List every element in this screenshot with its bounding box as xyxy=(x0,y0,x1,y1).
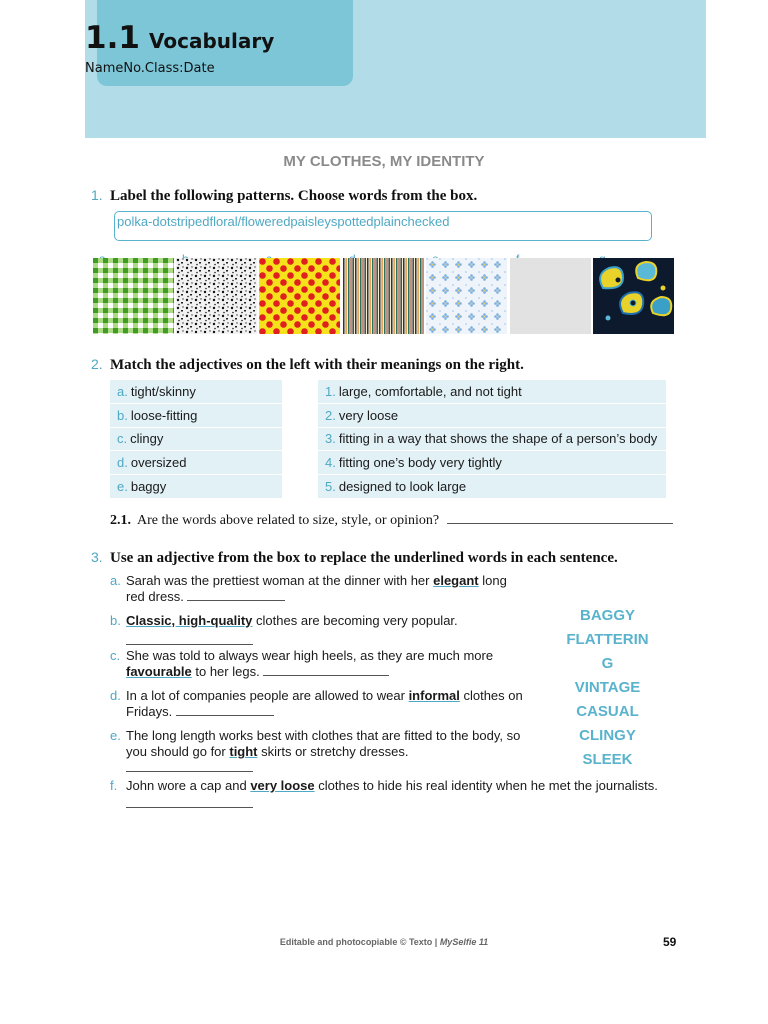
lesson-title: MY CLOTHES, MY IDENTITY xyxy=(283,153,485,170)
student-info-line: NameNo.Class:Date xyxy=(85,61,215,76)
answer-line[interactable] xyxy=(126,807,253,808)
table-row: e. baggy xyxy=(117,479,167,494)
table-row: b. loose-fitting xyxy=(117,408,198,423)
table-row: 5. designed to look large xyxy=(325,479,467,494)
striped-icon xyxy=(343,258,424,334)
question-2-1 xyxy=(110,513,673,529)
underlined-word: very loose xyxy=(250,778,315,793)
table-row: 3. fitting in a way that shows the shape of a person’s body xyxy=(325,431,658,446)
paisley-icon xyxy=(593,258,674,334)
footer: Editable and photocopiable © Texto | MySelfie 11 xyxy=(279,937,489,947)
word-box: polka-dotstripedfloral/floweredpaisleyspottedplainchecked xyxy=(114,211,652,241)
exercise-instruction: Use an adjective from the box to replace the underlined words in each sentence. xyxy=(110,550,618,566)
underlined-word: favourable xyxy=(126,664,192,679)
adjective-word: G xyxy=(601,655,614,672)
answer-line[interactable] xyxy=(126,771,253,772)
unit-name: Vocabulary xyxy=(149,29,275,53)
table-row: a. tight/skinny xyxy=(117,384,196,399)
table-row: 4. fitting one’s body very tightly xyxy=(325,455,502,470)
table-row: 2. very loose xyxy=(325,408,399,423)
spotted-icon xyxy=(176,258,257,334)
exercise-number: 3. xyxy=(91,549,103,565)
answer-line[interactable] xyxy=(126,644,253,645)
underlined-word: informal xyxy=(408,688,460,703)
exercise-number: 2. xyxy=(91,356,103,372)
table-row: d. oversized xyxy=(117,455,187,470)
adjective-word: CLINGY xyxy=(579,727,636,744)
adjective-box xyxy=(560,604,655,768)
unit-number: 1.1 xyxy=(85,20,140,56)
adjective-word: VINTAGE xyxy=(574,679,641,696)
adjective-word: CASUAL xyxy=(576,703,639,720)
plain-icon xyxy=(510,258,591,334)
adjectives-table xyxy=(110,380,282,498)
checked-icon xyxy=(93,258,174,334)
table-row: c. clingy xyxy=(117,431,164,446)
adjective-word: FLATTERIN xyxy=(566,631,649,648)
exercise-instruction: Label the following patterns. Choose words from the box. xyxy=(110,188,478,204)
answer-line[interactable] xyxy=(447,523,673,524)
exercise-1-heading xyxy=(91,187,477,205)
sub-question-text: Are the words above related to size, style, or opinion? xyxy=(137,513,440,528)
answer-line[interactable] xyxy=(263,675,389,676)
polka-dot-icon xyxy=(259,258,340,334)
unit-title xyxy=(85,20,274,56)
underlined-word: tight xyxy=(229,744,258,759)
exercise-3-heading xyxy=(91,549,618,567)
answer-line[interactable] xyxy=(176,715,274,716)
meanings-table xyxy=(318,380,666,498)
table-row: 1. large, comfortable, and not tight xyxy=(325,384,522,399)
page-number: 59 xyxy=(663,935,677,949)
exercise-2-heading xyxy=(91,356,524,374)
underlined-word: elegant xyxy=(433,573,479,588)
exercise-number: 1. xyxy=(91,187,103,203)
exercise-instruction: Match the adjectives on the left with their meanings on the right. xyxy=(110,357,524,373)
book-title: MySelfie 11 xyxy=(439,937,489,947)
floral-icon xyxy=(426,258,507,334)
underlined-word: Classic, high-quality xyxy=(126,613,253,628)
adjective-word: BAGGY xyxy=(579,607,635,624)
answer-line[interactable] xyxy=(187,600,285,601)
adjective-word: SLEEK xyxy=(582,751,633,768)
sub-question-number: 2.1. xyxy=(110,513,131,528)
